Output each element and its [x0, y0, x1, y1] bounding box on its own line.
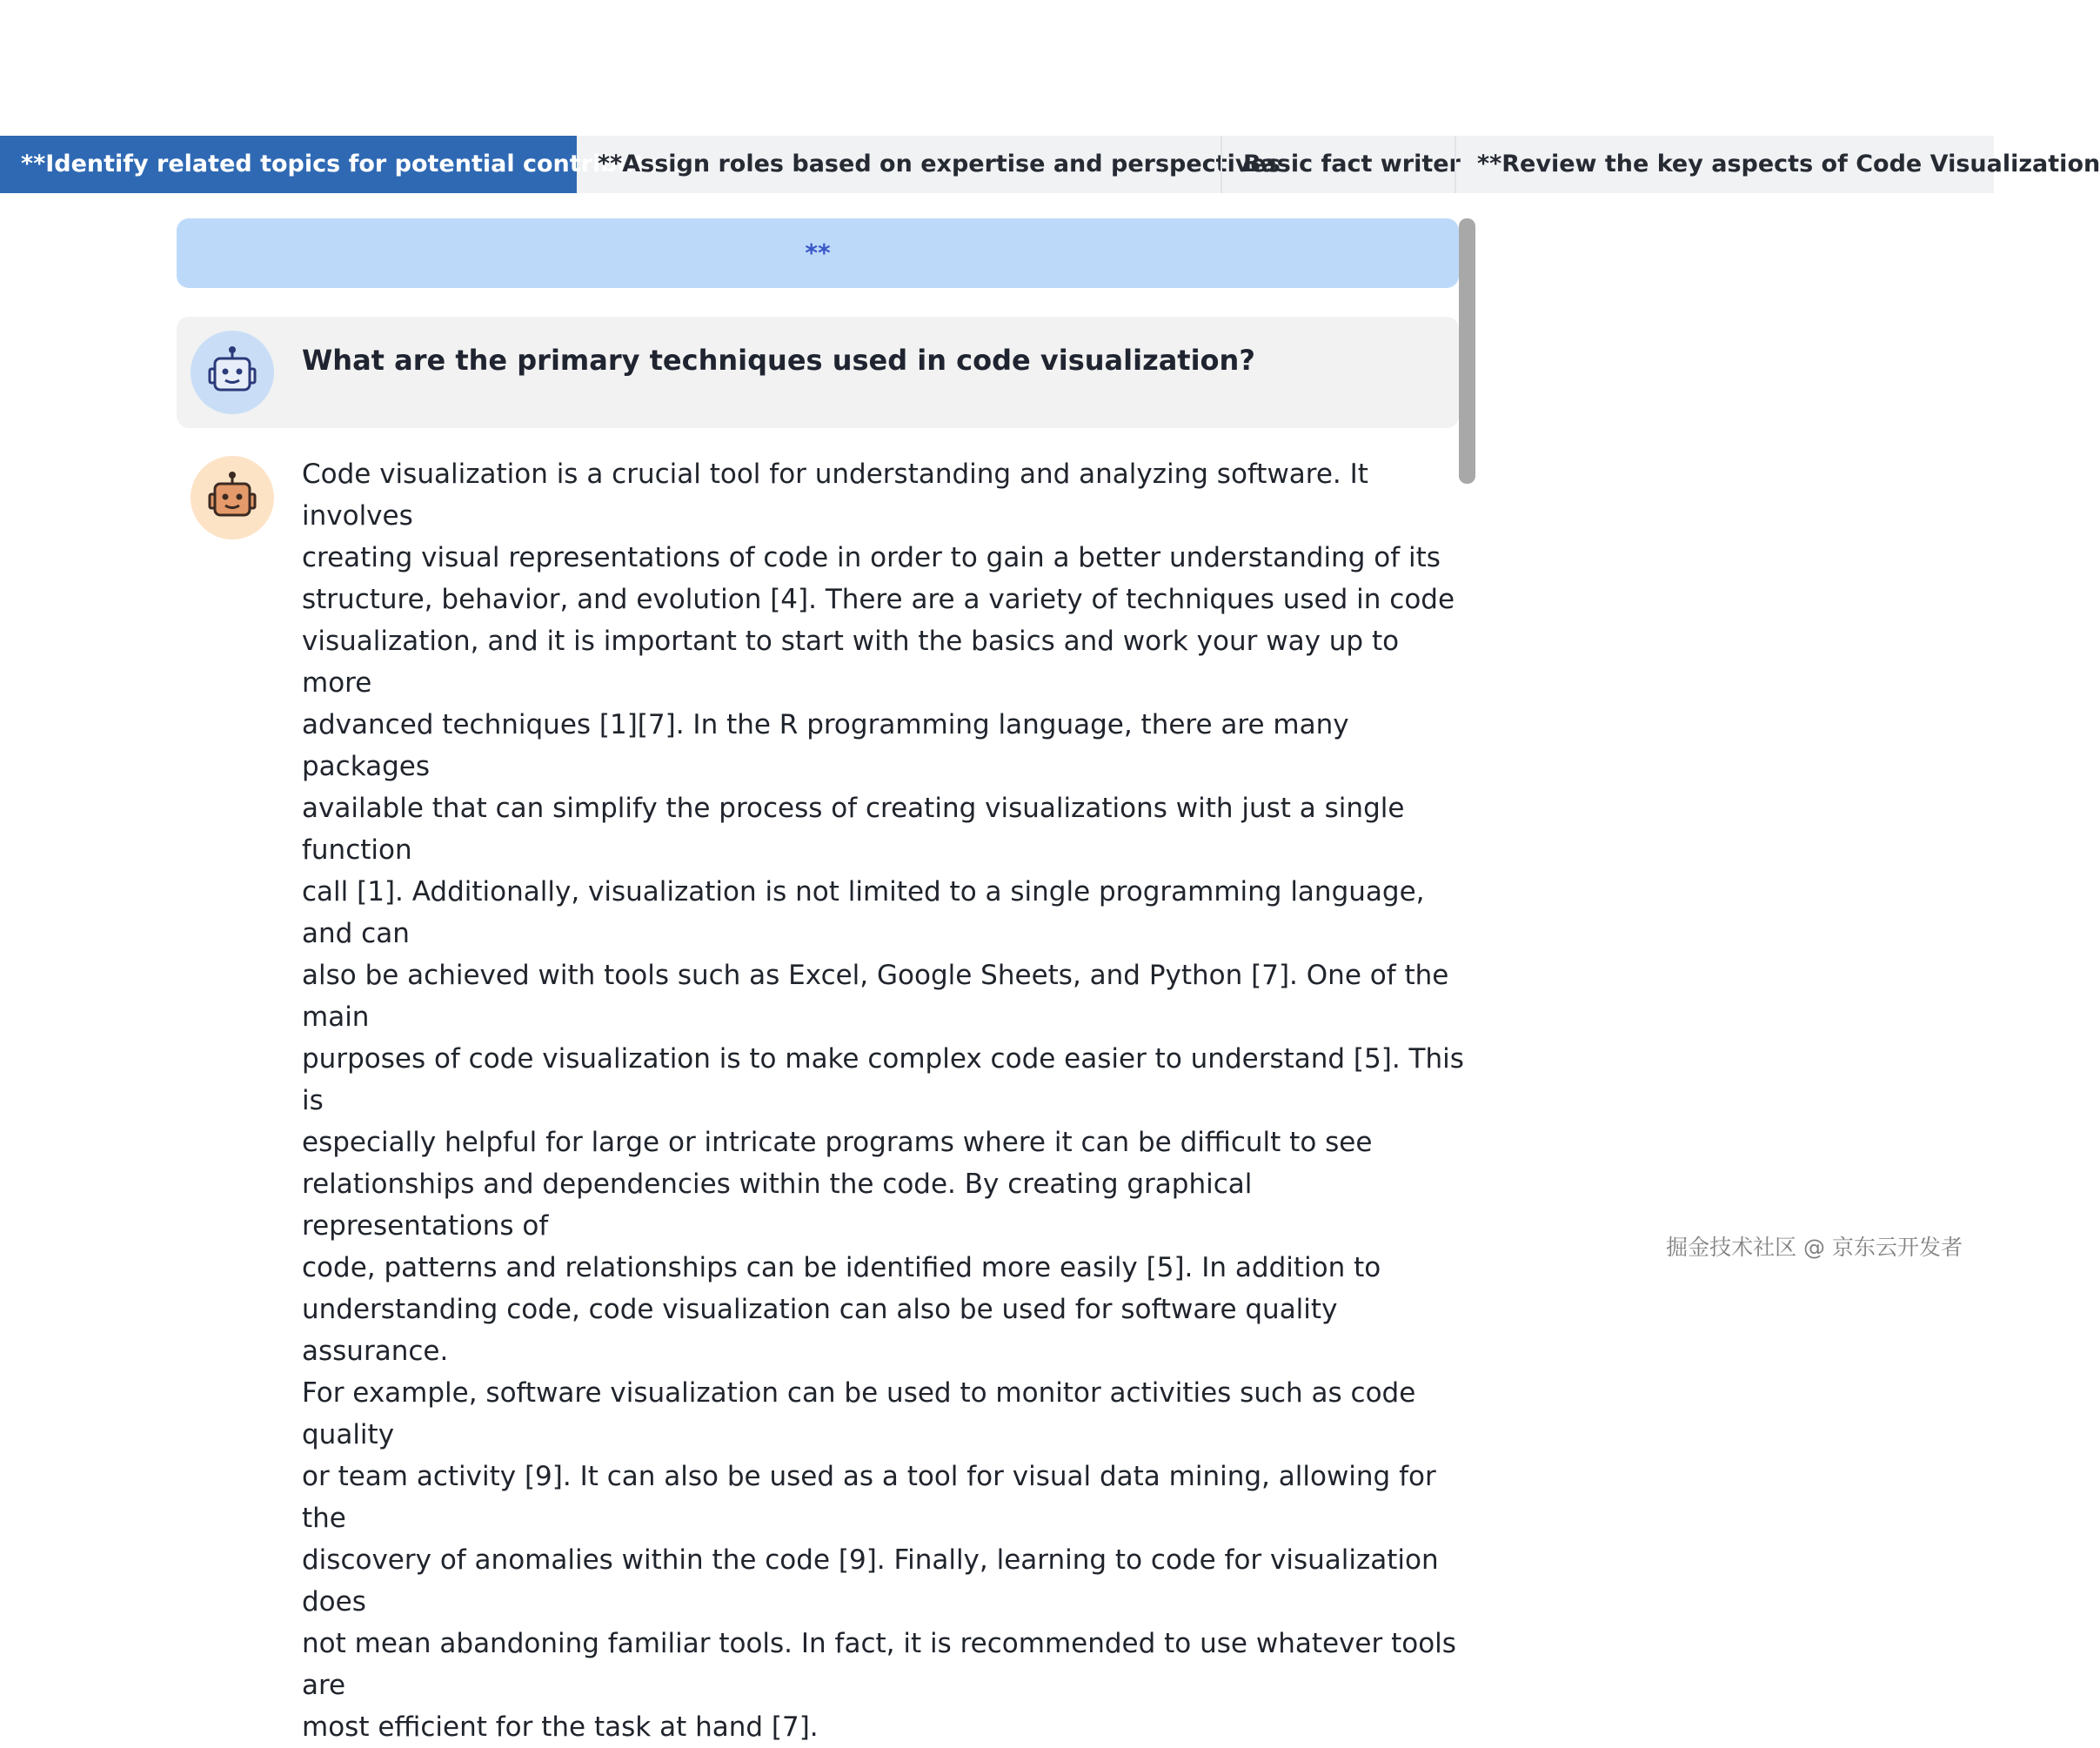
answer-line: not mean abandoning familiar tools. In fact, it is recommended to use whatever tools are — [302, 1628, 1456, 1701]
answer-line: creating visual representations of code in order to gain a better understanding of its — [302, 542, 1441, 573]
answer-line: purposes of code visualization is to make complex code easier to understand [5]. This is — [302, 1043, 1464, 1116]
answer-line: discovery of anomalies within the code [9]. Finally, learning to code for visualization does — [302, 1544, 1439, 1617]
answer-line: most efficient for the task at hand [7]. — [302, 1711, 819, 1743]
answer-line: call [1]. Additionally, visualization is not limited to a single programming language, and can — [302, 876, 1425, 949]
answer-line: especially helpful for large or intricate programs where it can be difficult to see — [302, 1127, 1373, 1158]
answer-line: Code visualization is a crucial tool for understanding and analyzing software. It involves — [302, 459, 1368, 532]
robot-icon — [191, 331, 274, 414]
answer-text — [302, 453, 1468, 1748]
question-message — [177, 317, 1459, 428]
answer-line: available that can simplify the process of creating visualizations with just a single function — [302, 793, 1405, 866]
watermark: 掘金技术社区 @ 京东云开发者 — [1666, 1235, 1963, 1260]
answer-line: code, patterns and relationships can be identified more easily [5]. In addition to — [302, 1252, 1381, 1283]
answer-line: For example, software visualization can be used to monitor activities such as code quality — [302, 1377, 1416, 1450]
answer-line: visualization, and it is important to start with the basics and work your way up to more — [302, 626, 1400, 699]
answer-line: also be achieved with tools such as Excel, Google Sheets, and Python [7]. One of the main — [302, 960, 1449, 1033]
tab-bar — [0, 136, 2100, 193]
conversation-panel — [177, 218, 1464, 1743]
answer-line: understanding code, code visualization can also be used for software quality assurance. — [302, 1294, 1338, 1367]
answer-line: relationships and dependencies within the code. By creating graphical representations of — [302, 1169, 1253, 1242]
tab-review-key-aspects[interactable]: **Review the key aspects of Code Visualization — [1455, 136, 2011, 193]
topic-bar: ** — [177, 218, 1459, 288]
robot-icon — [191, 456, 274, 539]
scrollbar-thumb[interactable] — [1459, 218, 1475, 484]
tab-assign-roles[interactable]: **Assign roles based on expertise and perspectives — [598, 151, 1281, 177]
tab-identify-topics[interactable]: **Identify related topics for potential contributors — [0, 136, 577, 193]
question-text: What are the primary techniques used in code visualization? — [302, 344, 1255, 377]
tab-basic-fact-writer[interactable]: Basic fact writer — [1221, 136, 1476, 193]
answer-line: structure, behavior, and evolution [4]. There are a variety of techniques used in code — [302, 584, 1455, 615]
answer-line: or team activity [9]. It can also be used as a tool for visual data mining, allowing for the — [302, 1461, 1436, 1534]
answer-line: advanced techniques [1][7]. In the R programming language, there are many packages — [302, 709, 1349, 782]
